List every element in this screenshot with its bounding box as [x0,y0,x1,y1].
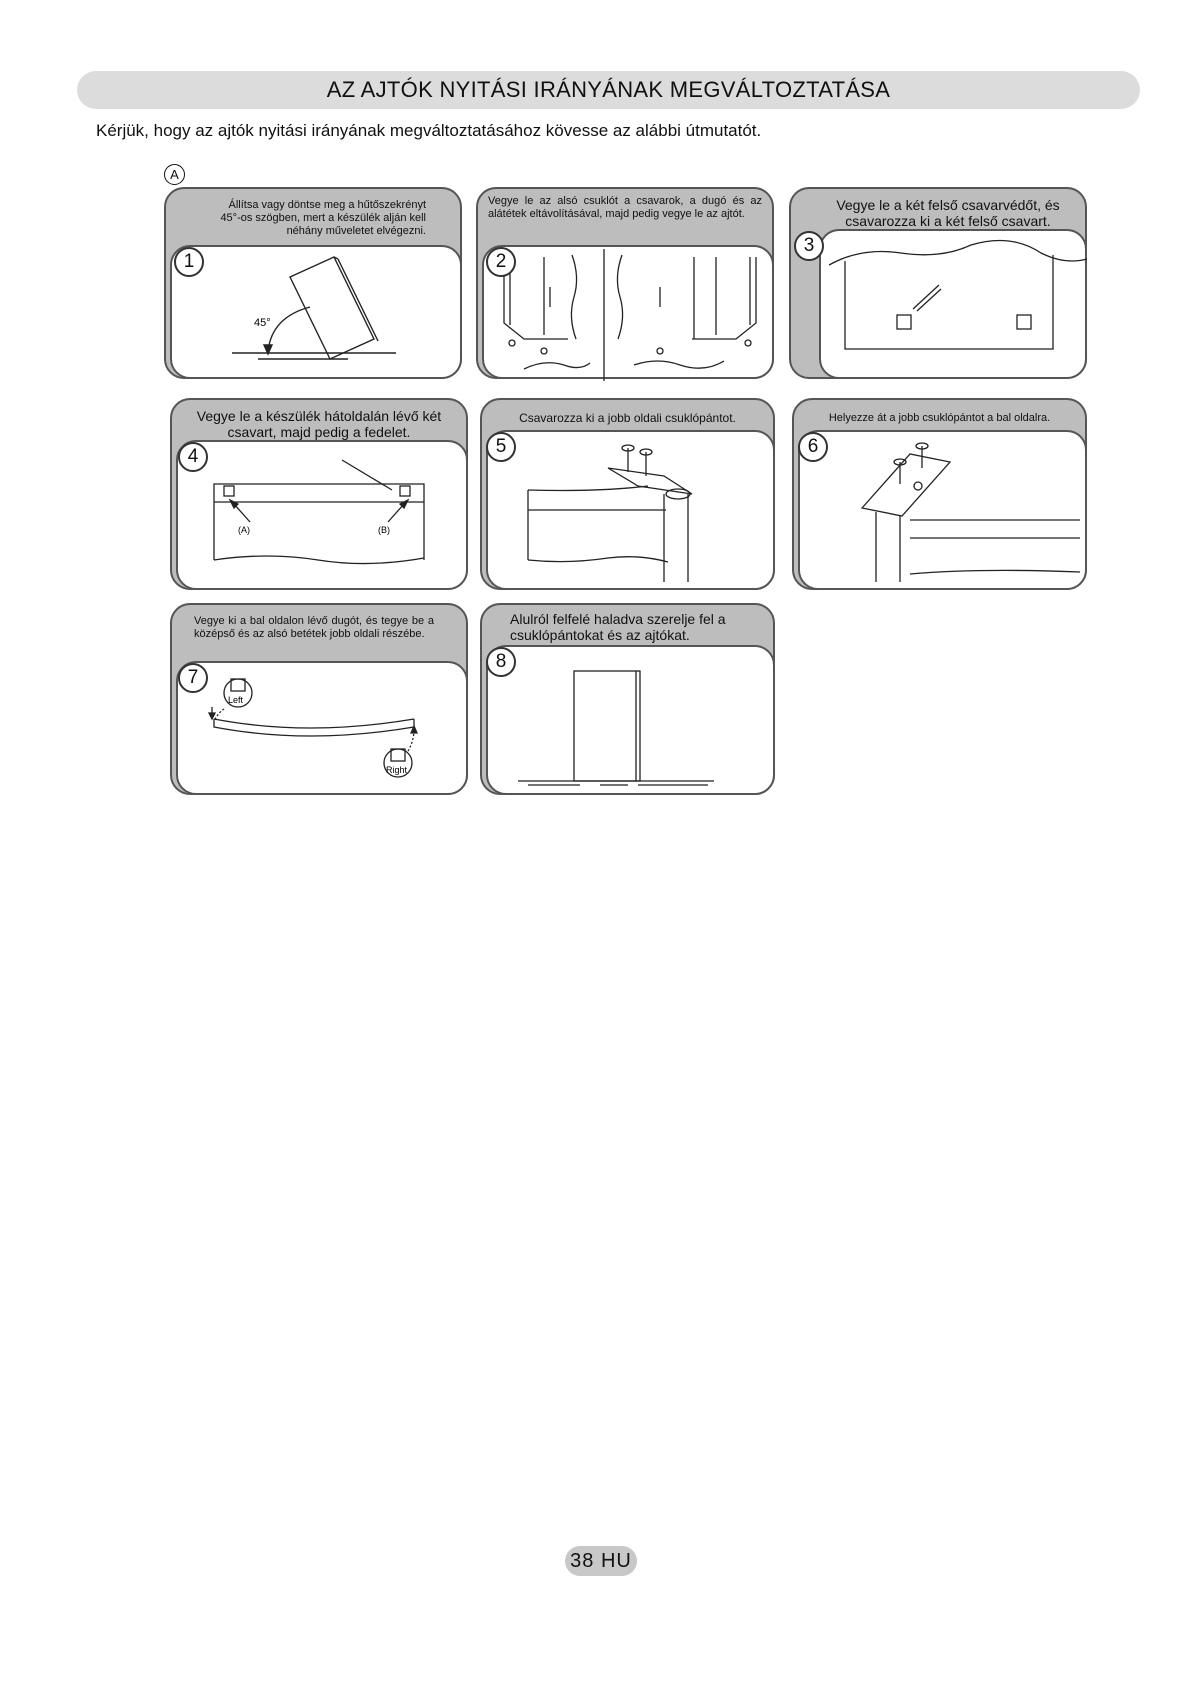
back-cover-illustration [178,442,470,594]
step-3-panel [789,187,1087,379]
step-caption: Alulról felfelé haladva szerelje fel a csuklópántokat és az ajtókat. [510,611,726,643]
step-number-badge: 8 [486,647,516,677]
page-title: AZ AJTÓK NYITÁSI IRÁNYÁNAK MEGVÁLTOZTATÁSA [77,71,1140,109]
step-caption: Állítsa vagy döntse meg a hűtőszekrényt 45°-os szögben, mert a készülék alján kell néhány műveletet elvégezni. [220,199,426,237]
step-5-panel [480,398,775,590]
step-number-badge: 7 [178,663,208,693]
label-a: (A) [238,525,250,535]
hinge-removal-illustration [484,247,776,383]
step-illustration [170,245,462,379]
step-illustration [486,645,775,795]
plug-move-illustration [178,663,470,799]
hinge-move-illustration [800,432,1089,594]
step-number-badge: 3 [794,231,824,261]
step-2-panel [476,187,774,379]
step-caption: Vegye le a két felső csavarvédőt, és csavarozza ki a két felső csavart. [836,197,1060,229]
step-number-badge: 5 [486,432,516,462]
label-left: Left [228,695,244,705]
section-marker: A [164,164,185,185]
step-illustration [798,430,1087,590]
step-1-panel [164,187,462,379]
page-number: 38 HU [565,1546,637,1576]
step-caption: Helyezze át a jobb csuklópántot a bal oldalra. [828,412,1051,424]
step-caption: Csavarozza ki a jobb oldali csuklópántot. [519,411,736,425]
step-illustration [176,661,468,795]
top-cover-illustration [821,231,1089,383]
step-illustration [176,440,468,590]
step-number-badge: 4 [178,442,208,472]
tilted-fridge-illustration [172,247,464,383]
hinge-unscrew-illustration [488,432,777,594]
step-number-badge: 2 [486,247,516,277]
step-illustration [486,430,775,590]
reassembly-illustration [488,647,777,799]
step-number-badge: 1 [174,247,204,277]
label-b: (B) [378,525,390,535]
step-illustration [482,245,774,379]
step-caption: Vegye ki a bal oldalon lévő dugót, és tegye be a középső és az alsó betétek jobb oldali részébe. [194,615,434,640]
step-number-badge: 6 [798,432,828,462]
step-8-panel [480,603,775,795]
intro-text: Kérjük, hogy az ajtók nyitási irányának megváltoztatásához kövesse az alábbi útmutatót. [96,121,762,140]
step-caption: Vegye le a készülék hátoldalán lévő két csavart, majd pedig a fedelet. [196,408,442,440]
step-4-panel [170,398,468,590]
step-6-panel [792,398,1087,590]
step-caption: Vegye le az alsó csuklót a csavarok, a dugó és az alátétek eltávolításával, majd pedig vegye le az ajtót. [488,195,762,220]
step-illustration [819,229,1087,379]
label-right: Right [386,765,408,775]
step-7-panel [170,603,468,795]
angle-label: 45° [254,317,271,329]
